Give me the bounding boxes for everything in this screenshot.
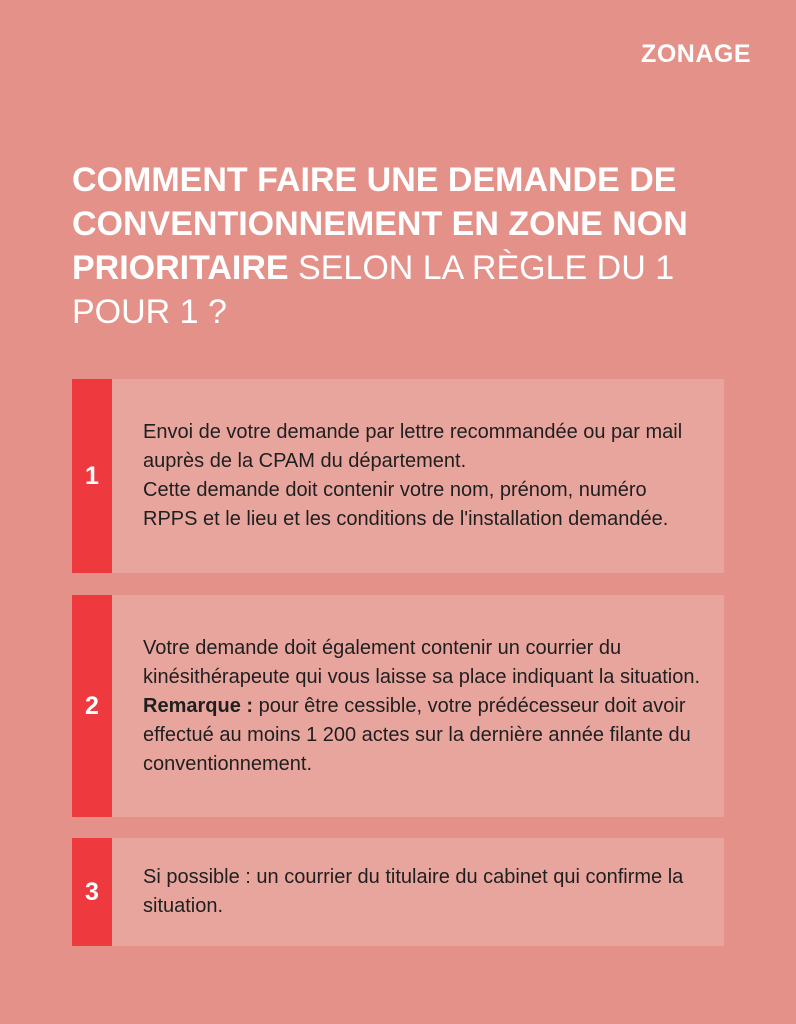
title-bold-part: COMMENT FAIRE UNE DEMANDE DE CONVENTIONNEMENT EN ZONE NON PRIORITAIRE — [72, 161, 688, 287]
step-text — [112, 595, 724, 817]
step-3-line-1: Si possible : un courrier du titulaire du cabinet qui confirme la situation. — [143, 866, 684, 917]
remark-text: pour être cessible, votre prédécesseur doit avoir effectué au moins 1 200 actes sur la dernière année filante du conventionnement. — [143, 694, 691, 775]
step-card-1 — [72, 379, 724, 573]
step-card-2 — [72, 595, 724, 817]
zonage-tag: ZONAGE — [641, 40, 751, 68]
title-light-part: SELON LA RÈGLE DU 1 POUR 1 ? — [72, 249, 675, 331]
page-title — [72, 158, 752, 334]
step-card-3 — [72, 838, 724, 946]
step-number-badge: 2 — [72, 595, 112, 817]
step-1-line-1: Envoi de votre demande par lettre recommandée ou par mail auprès de la CPAM du département. — [143, 421, 683, 472]
step-number-badge: 3 — [72, 838, 112, 946]
step-text — [112, 838, 724, 946]
step-text — [112, 379, 724, 573]
step-number-badge: 1 — [72, 379, 112, 573]
step-1-line-2: Cette demande doit contenir votre nom, prénom, numéro RPPS et le lieu et les conditions de l'installation demandée. — [143, 479, 669, 530]
step-2-line-1: Votre demande doit également contenir un courrier du kinésithérapeute qui vous laisse sa place indiquant la situation. — [143, 636, 701, 688]
remark-label: Remarque : — [143, 694, 254, 717]
